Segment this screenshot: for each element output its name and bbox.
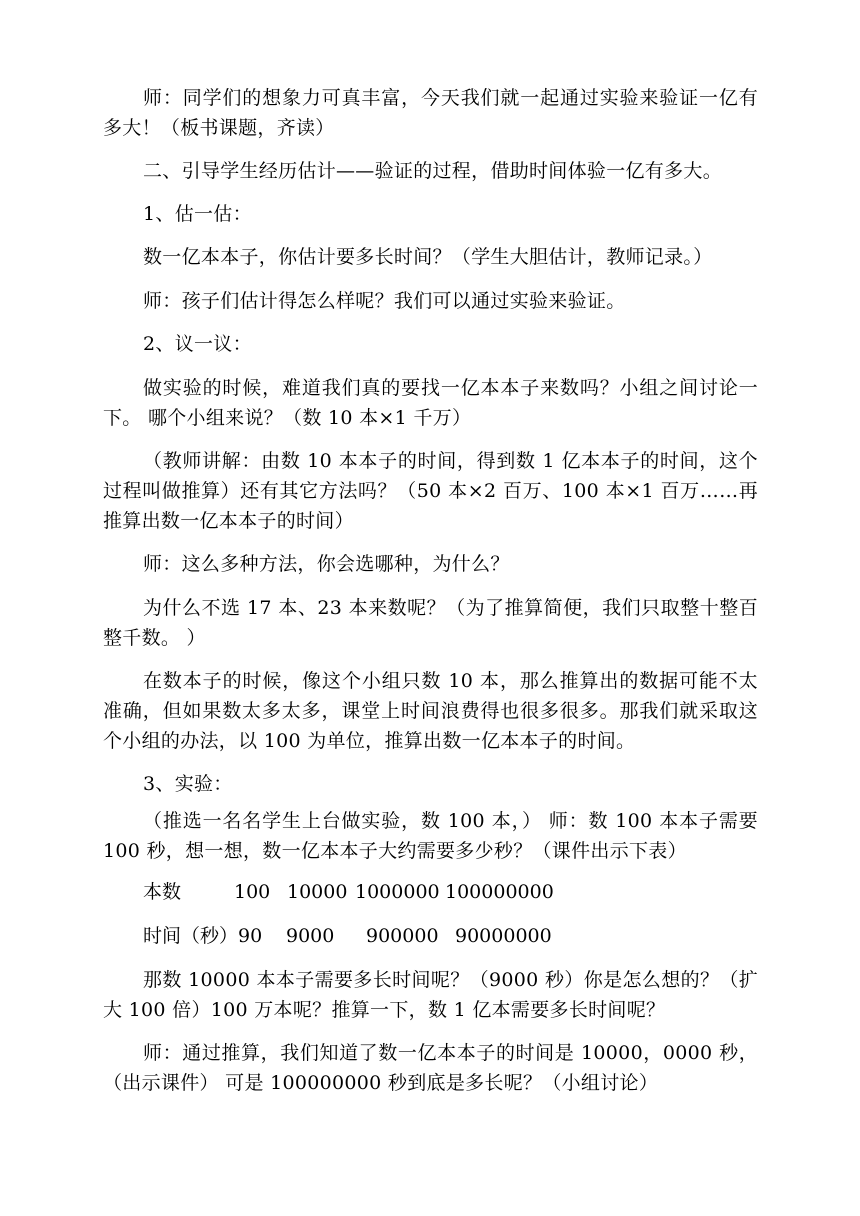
table-header-time: 时间（秒）90: [143, 925, 263, 947]
table-cell: 900000: [366, 925, 439, 947]
table-cell: 100000000: [445, 881, 554, 903]
paragraph-estimate-heading: 1、估一估：: [143, 203, 252, 225]
paragraph-discuss-question: 做实验的时候，难道我们真的要找一亿本本子来数吗？小组之间讨论一下。 哪个小组来说？（数 10 本×1 千万）: [103, 377, 758, 429]
paragraph-why-not: 为什么不选 17 本、23 本来数呢？（为了推算简便，我们只取整十整百整千数。 ）: [103, 597, 758, 649]
paragraph-teacher-verify: 师：孩子们估计得怎么样呢？我们可以通过实验来验证。: [143, 290, 626, 312]
paragraph-reasoning: 那数 10000 本本子需要多长时间呢？（9000 秒）你是怎么想的？（扩大 100 倍）100 万本呢？推算一下，数 1 亿本需要多长时间呢？: [103, 969, 758, 1021]
paragraph-choose-method: 师：这么多种方法，你会选哪种，为什么？: [143, 553, 510, 575]
paragraph-section-two-heading: 二、引导学生经历估计——验证的过程，借助时间体验一亿有多大。: [143, 160, 723, 182]
paragraph-conclusion: 师：通过推算，我们知道了数一亿本本子的时间是 10000，0000 秒，（出示课件） 可是 100000000 秒到底是多长呢？（小组讨论）: [103, 1042, 758, 1094]
table-cell: 10000: [287, 881, 348, 903]
table-cell: 9000: [286, 925, 335, 947]
paragraph-discuss-heading: 2、议一议：: [143, 333, 252, 355]
paragraph-estimate-question: 数一亿本本子，你估计要多长时间？（学生大胆估计，教师记录。）: [143, 246, 713, 268]
table-cell: 90000000: [455, 925, 552, 947]
paragraph-counting-note: 在数本子的时候，像这个小组只数 10 本，那么推算出的数据可能不太准确，但如果数太多太多，课堂上时间浪费得也很多很多。那我们就采取这个小组的办法，以 100 为单位，推算出数一亿本本子的时间。: [103, 670, 758, 752]
table-cell: 100: [234, 881, 271, 903]
paragraph-teacher-explain: （教师讲解：由数 10 本本子的时间，得到数 1 亿本本子的时间，这个过程叫做推算）还有其它方法吗？（50 本×2 百万、100 本×1 百万……再推算出数一亿本本子的时间）: [103, 450, 758, 532]
paragraph-experiment-description: （推选一名名学生上台做实验，数 100 本，） 师：数 100 本本子需要 100 秒，想一想，数一亿本本子大约需要多少秒？（课件出示下表）: [103, 810, 758, 862]
paragraph-experiment-heading: 3、实验：: [143, 773, 233, 795]
paragraph-teacher-intro: 师：同学们的想象力可真丰富，今天我们就一起通过实验来验证一亿有多大！（板书课题，齐读）: [103, 87, 758, 139]
table-cell: 1000000: [355, 881, 440, 903]
table-header-count: 本数: [143, 881, 182, 903]
